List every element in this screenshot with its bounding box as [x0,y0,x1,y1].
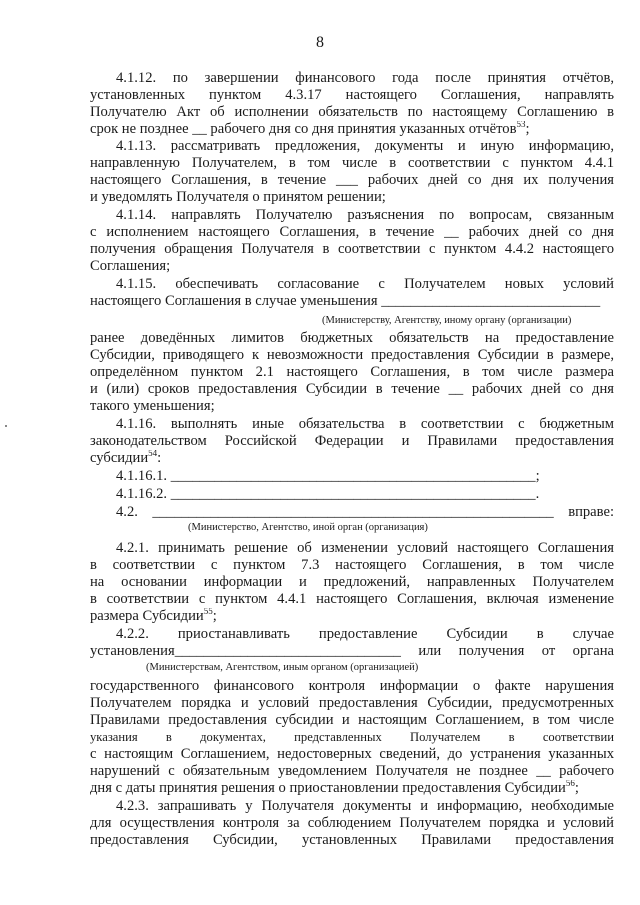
text-line: Соглашения; [90,258,171,274]
text-line: для осуществления контроля за соблюдением Получателем порядка и условий [90,815,614,831]
text-span: ; [525,121,530,137]
text-span: субсидии [90,450,149,466]
text-line: получения обращения Получателя в соответствии с пунктом 4.4.2 настоящего [90,241,614,257]
text-line [90,121,614,137]
text-line: 4.1.13. рассматривать предложения, документы и иную информацию, [116,138,614,154]
caption: (Министерству, Агентству, иному органу (организации) [322,315,572,326]
text-span: дня с даты принятия решения о приостановлении предоставления Субсидии [90,780,566,796]
footnote-ref: 55 [203,608,213,617]
text-line: 4.2.3. запрашивать у Получателя документы и информацию, необходимые [116,798,614,814]
text-line: 4.1.14. направлять Получателю разъяснения по вопросам, связанным [116,207,614,223]
text-line: указания в документах, представленных Получателем в соответствии [90,730,614,744]
footnote-ref: 56 [565,780,575,789]
text-line: и уведомлять Получателя о принятом решении; [90,189,386,205]
page-number: 8 [316,34,324,51]
scan-speck [5,425,7,427]
text-line: такого уменьшения; [90,398,215,414]
text-line: государственного финансового контроля информации о факте нарушения [90,678,614,694]
text-line [90,780,614,796]
text-line: 4.1.16.2. __________________________________________________. [116,486,540,502]
footnote-ref: 54 [148,450,158,459]
text-line: Получателю Акт об исполнении обязательств по настоящему Соглашению в [90,104,614,120]
text-line: Получателем порядка и условий предоставления Субсидии, предусмотренных [90,695,614,711]
caption: (Министерствам, Агентством, иным органом (организацией) [146,662,419,673]
text-line: 4.1.12. по завершении финансового года после принятия отчётов, [116,70,614,86]
text-line: 4.2.2. приостанавливать предоставление Субсидии в случае [116,626,614,642]
text-line: установленных пунктом 4.3.17 настоящего Соглашения, направлять [90,87,614,103]
text-span: размера Субсидии [90,608,204,624]
text-line: настоящего Соглашения в случае уменьшения ______________________________ [90,293,601,309]
caption: (Министерство, Агентство, иной орган (организация) [188,522,428,533]
text-line: Субсидии, приводящего к невозможности предоставления Субсидии в размере, [90,347,614,363]
text-line [90,608,614,624]
text-line: и (или) сроков предоставления Субсидии в течение __ рабочих дней со дня [90,381,614,397]
text-line: на основании информации и предложений, направленных Получателем [90,574,614,590]
text-line: ранее доведённых лимитов бюджетных обязательств на предоставление [90,330,614,346]
text-line: в соответствии с пунктом 7.3 настоящего Соглашения, в том числе [90,557,614,573]
text-line: предоставления Субсидии, установленных Правилами предоставления [90,832,614,848]
text-span: ; [574,780,579,796]
text-line: направленную Получателем, в том числе в соответствии с пунктом 4.4.1 [90,155,614,171]
footnote-ref: 53 [516,121,526,130]
text-line: законодательством Российской Федерации и Правилами предоставления [90,433,614,449]
text-line: установления_______________________________ или получения от органа [90,643,614,659]
text-line: Правилами предоставления субсидии и настоящим Соглашением, в том числе [90,712,614,728]
text-line: в соответствии с пунктом 4.4.1 настоящего Соглашения, включая изменение [90,591,614,607]
text-line: с исполнением настоящего Соглашения, в течение __ рабочих дней со дня [90,224,614,240]
text-line: 4.1.15. обеспечивать согласование с Получателем новых условий [116,276,614,292]
text-line: 4.2. _______________________________________________________ вправе: [116,504,614,520]
text-span: : [157,450,162,466]
text-line [90,450,614,466]
text-line: определённом пунктом 2.1 настоящего Соглашения, в том числе размера [90,364,614,380]
text-line: 4.1.16. выполнять иные обязательства в соответствии с бюджетным [116,416,614,432]
text-span: ; [212,608,217,624]
text-line: 4.1.16.1. __________________________________________________; [116,468,540,484]
text-line: с настоящим Соглашением, недостоверных сведений, до устранения указанных [90,746,614,762]
text-line: настоящего Соглашения, в течение ___ рабочих дней со дня их получения [90,172,614,188]
text-line: 4.2.1. принимать решение об изменении условий настоящего Соглашения [116,540,614,556]
text-span: срок не позднее __ рабочего дня со дня принятия указанных отчётов [90,121,517,137]
text-line: нарушений с обязательным уведомлением Получателя не позднее __ рабочего [90,763,614,779]
